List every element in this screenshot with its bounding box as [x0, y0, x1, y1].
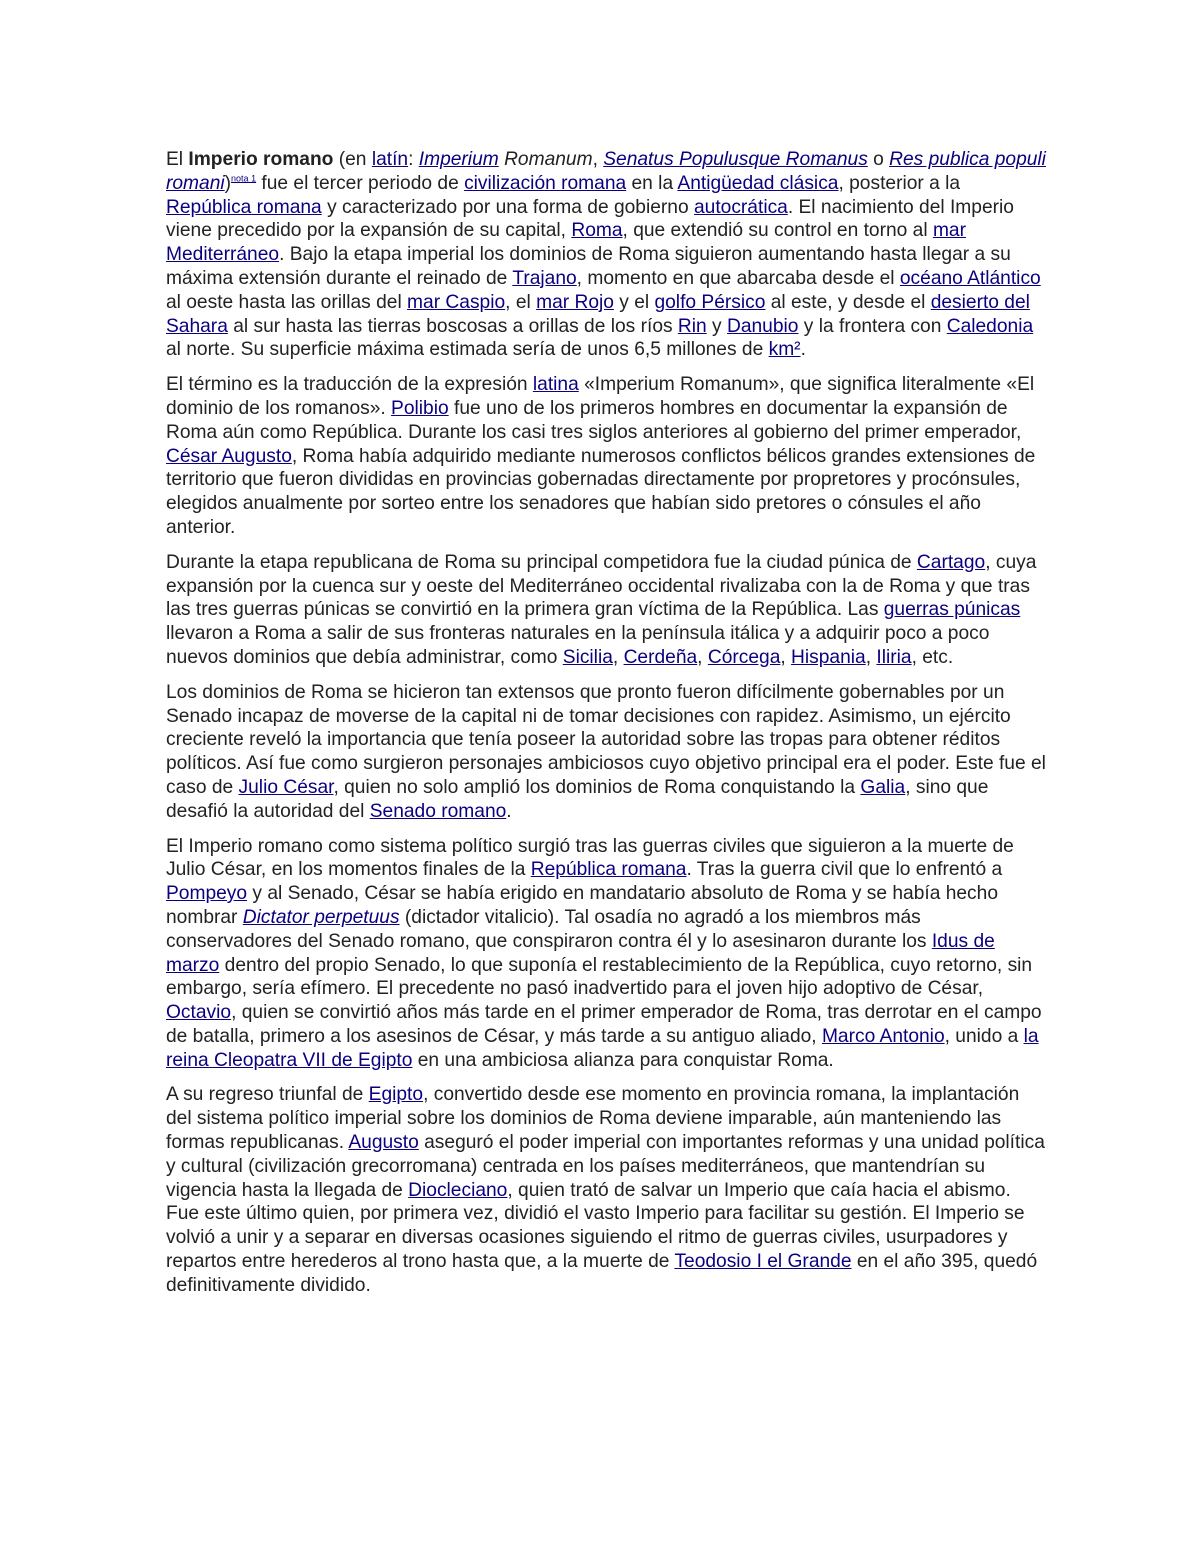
- paragraph-5: [166, 835, 1046, 1073]
- paragraph-4: [166, 681, 1046, 824]
- text-run: . Tras la guerra civil que lo enfrentó a: [686, 859, 1003, 881]
- link-antiguedad-clasica[interactable]: Antigüedad clásica: [677, 172, 839, 194]
- text-run: , el: [505, 291, 537, 313]
- link-rin[interactable]: Rin: [677, 315, 707, 337]
- paragraph-6: [166, 1083, 1046, 1297]
- italic-text: Romanum: [498, 149, 593, 170]
- text-run: y: [706, 315, 727, 337]
- text-run: «Imperium Romanum», que significa literalmente «El dominio de los romanos».: [166, 374, 1035, 419]
- text-run: Durante la etapa republicana de Roma su principal competidora fue la ciudad púnica de: [166, 551, 917, 573]
- text-run: llevaron a Roma a salir de sus fronteras naturales en la península itálica y a adquirir poco a poco nuevos dominios que debía administrar, como: [166, 623, 990, 668]
- link-republica-romana[interactable]: República romana: [166, 196, 322, 218]
- link-diocleciano[interactable]: Diocleciano: [408, 1179, 508, 1201]
- text-run: , Roma había adquirido mediante numerosos conflictos bélicos grandes extensiones de territorio que fueron divididas en provincias gobernadas directamente por propretores y procónsules, elegidos anualmente por sorteo entre los senadores que habían sido pretores o cónsules el año anterior.: [166, 445, 1036, 538]
- text-run: A su regreso triunfal de: [166, 1084, 369, 1106]
- text-run: El Imperio romano como sistema político surgió tras las guerras civiles que siguieron a la muerte de Julio César, en los momentos finales de la: [166, 835, 1014, 881]
- link-mar-mediterraneo[interactable]: mar Mediterráneo: [166, 220, 966, 266]
- link-senatus-populusque-romanus[interactable]: Senatus Populusque Romanus: [603, 149, 868, 170]
- text-run: , momento en que abarcaba desde el: [576, 267, 900, 289]
- link-teodosio-i-el-grande[interactable]: Teodosio I el Grande: [674, 1251, 852, 1273]
- text-run: (en: [333, 149, 372, 170]
- text-run: fue el tercer periodo de: [256, 172, 465, 194]
- link-hispania[interactable]: Hispania: [791, 646, 866, 668]
- link-cesar-augusto[interactable]: César Augusto: [166, 445, 292, 467]
- text-run: al este, y desde el: [765, 291, 931, 313]
- text-run: Los dominios de Roma se hicieron tan extensos que pronto fueron difícilmente gobernables por un Senado incapaz de moverse de la capital ni de tomar decisiones con rapidez. Asimismo, un ejército creciente reveló la importancia que tenía poseer la autoridad sobre las tropas para obtener réditos políticos. Así fue como surgieron personajes ambiciosos cuyo objetivo principal era el poder. Este fue el caso de: [166, 681, 1046, 798]
- link-mar-rojo[interactable]: mar Rojo: [536, 291, 614, 313]
- text-run: en una ambiciosa alianza para conquistar Roma.: [412, 1049, 834, 1071]
- link-egipto[interactable]: Egipto: [368, 1084, 424, 1106]
- text-run: en la: [626, 172, 678, 194]
- text-run: , sino que desafió la autoridad del: [166, 776, 989, 822]
- link-km[interactable]: km²: [768, 339, 801, 361]
- text-run: al sur hasta las tierras boscosas a orillas de los ríos: [227, 315, 678, 337]
- text-run: aseguró el poder imperial con importantes reformas y una unidad política y cultural (civilización grecorromana) centrada en los países mediterráneos, que mantendrían su vigencia hasta la llegada de: [166, 1132, 1045, 1201]
- text-run: al oeste hasta las orillas del: [166, 291, 408, 313]
- article-body: [166, 148, 1046, 1309]
- link-iliria[interactable]: Iliria: [876, 646, 912, 668]
- text-run: , cuya expansión por la cuenca sur y oeste del Mediterráneo occidental rivalizaba con la de Roma y que tras las tres guerras púnicas se convirtió en la primera gran víctima de la República. Las: [166, 551, 1037, 621]
- link-republica-romana[interactable]: República romana: [530, 859, 687, 881]
- text-run: , quien se convirtió años más tarde en el primer emperador de Roma, tras derrotar en el campo de batalla, primero a los asesinos de César, y más tarde a su antiguo aliado,: [166, 1002, 1042, 1047]
- link-idus-de-marzo[interactable]: Idus de marzo: [166, 930, 995, 976]
- text-run: dentro del propio Senado, lo que suponía el restablecimiento de la República, cuyo retorno, sin embargo, sería efímero. El precedente no pasó inadvertido para el joven hijo adoptivo de César,: [166, 954, 1033, 1000]
- link-pompeyo[interactable]: Pompeyo: [166, 883, 248, 905]
- text-run: :: [408, 149, 419, 170]
- link-roma[interactable]: Roma: [571, 220, 623, 242]
- link-civilizacion-romana[interactable]: civilización romana: [464, 172, 627, 194]
- link-trajano[interactable]: Trajano: [512, 267, 577, 289]
- text-run: , unido a: [944, 1025, 1024, 1047]
- text-run: , quien no solo amplió los dominios de Roma conquistando la: [333, 776, 861, 798]
- link-mar-caspio[interactable]: mar Caspio: [407, 291, 506, 313]
- link-octavio[interactable]: Octavio: [166, 1002, 232, 1024]
- link-galia[interactable]: Galia: [860, 776, 906, 798]
- text-run: El: [166, 149, 189, 170]
- link-caledonia[interactable]: Caledonia: [946, 315, 1034, 337]
- link-la-reina-cleopatra-vii-de-egipto[interactable]: la reina Cleopatra VII de Egipto: [166, 1025, 1039, 1071]
- text-run: , quien trató de salvar un Imperio que caía hacia el abismo. Fue este último quien, por primera vez, dividió el vasto Imperio para facilitar su gestión. El Imperio se volvió a unir y a separar en diversas ocasiones siguiendo el ritmo de guerras civiles, usurpadores y repartos entre herederos al trono hasta que, a la muerte de: [166, 1179, 1025, 1273]
- text-run: ,: [592, 149, 604, 170]
- text-run: . El nacimiento del Imperio viene precedido por la expansión de su capital,: [166, 196, 1014, 242]
- text-run: y el: [613, 291, 655, 313]
- text-run: , convertido desde ese momento en provincia romana, la implantación del sistema político imperial sobre los dominios de Roma deviene imparable, aún manteniendo las formas republicanas.: [166, 1084, 1020, 1154]
- link-latin[interactable]: latín: [371, 149, 409, 170]
- text-run: y la frontera con: [798, 315, 947, 337]
- text-run: .: [506, 800, 512, 822]
- text-run: ,: [780, 646, 792, 668]
- link-corcega[interactable]: Córcega: [707, 646, 781, 668]
- link-desierto-del-sahara[interactable]: desierto del Sahara: [166, 291, 1030, 337]
- link-augusto[interactable]: Augusto: [348, 1132, 419, 1154]
- link-imperium[interactable]: Imperium: [418, 149, 499, 170]
- text-run: y caracterizado por una forma de gobierno: [321, 196, 694, 218]
- link-latina[interactable]: latina: [532, 374, 579, 396]
- link-sicilia[interactable]: Sicilia: [562, 646, 613, 668]
- link-guerras-punicas[interactable]: guerras púnicas: [883, 599, 1021, 621]
- paragraph-1: [166, 148, 1046, 362]
- link-golfo-persico[interactable]: golfo Pérsico: [654, 291, 766, 313]
- text-run: (dictador vitalicio). Tal osadía no agradó a los miembros más conservadores del Senado romano, que conspiraron contra él y lo asesinaron durante los: [166, 906, 932, 952]
- link-marco-antonio[interactable]: Marco Antonio: [821, 1025, 945, 1047]
- text-run: El término es la traducción de la expresión: [166, 374, 533, 396]
- text-run: o: [867, 149, 890, 170]
- text-run: .: [800, 339, 806, 361]
- paragraph-2: [166, 373, 1046, 540]
- text-run: en el año 395, quedó definitivamente dividido.: [166, 1251, 1038, 1296]
- link-oceano-atlantico[interactable]: océano Atlántico: [899, 267, 1041, 289]
- text-run: fue uno de los primeros hombres en documentar la expansión de Roma aún como República. Durante los casi tres siglos anteriores al gobierno del primer emperador,: [166, 397, 1022, 443]
- paragraph-3: [166, 551, 1046, 670]
- link-cartago[interactable]: Cartago: [916, 551, 986, 573]
- text-run: , posterior a la: [838, 172, 961, 194]
- bold-term: Imperio romano: [188, 149, 334, 170]
- text-run: , que extendió su control en torno al: [622, 220, 933, 242]
- text-run: , etc.: [911, 646, 954, 668]
- text-run: ,: [612, 646, 624, 668]
- link-danubio[interactable]: Danubio: [726, 315, 799, 337]
- text-run: ,: [865, 646, 877, 668]
- link-nota-1[interactable]: nota 1: [231, 173, 257, 184]
- link-dictator-perpetuus[interactable]: Dictator perpetuus: [242, 906, 400, 928]
- footnote-ref[interactable]: [231, 173, 256, 183]
- link-polibio[interactable]: Polibio: [391, 397, 449, 419]
- text-run: y al Senado, César se había erigido en mandatario absoluto de Roma y se había hecho nombrar: [166, 883, 998, 928]
- link-autocratica[interactable]: autocrática: [693, 196, 788, 218]
- text-run: ,: [697, 646, 708, 668]
- link-cerdena[interactable]: Cerdeña: [623, 646, 698, 668]
- text-run: al norte. Su superficie máxima estimada sería de unos 6,5 millones de: [166, 339, 769, 361]
- link-senado-romano[interactable]: Senado romano: [369, 800, 507, 822]
- text-run: . Bajo la etapa imperial los dominios de Roma siguieron aumentando hasta llegar a su máxima extensión durante el reinado de: [166, 244, 1011, 289]
- text-run: ): [224, 172, 232, 194]
- link-res-publica-populi-romani[interactable]: Res publica populi romani: [166, 149, 1046, 194]
- link-julio-cesar[interactable]: Julio César: [238, 776, 334, 798]
